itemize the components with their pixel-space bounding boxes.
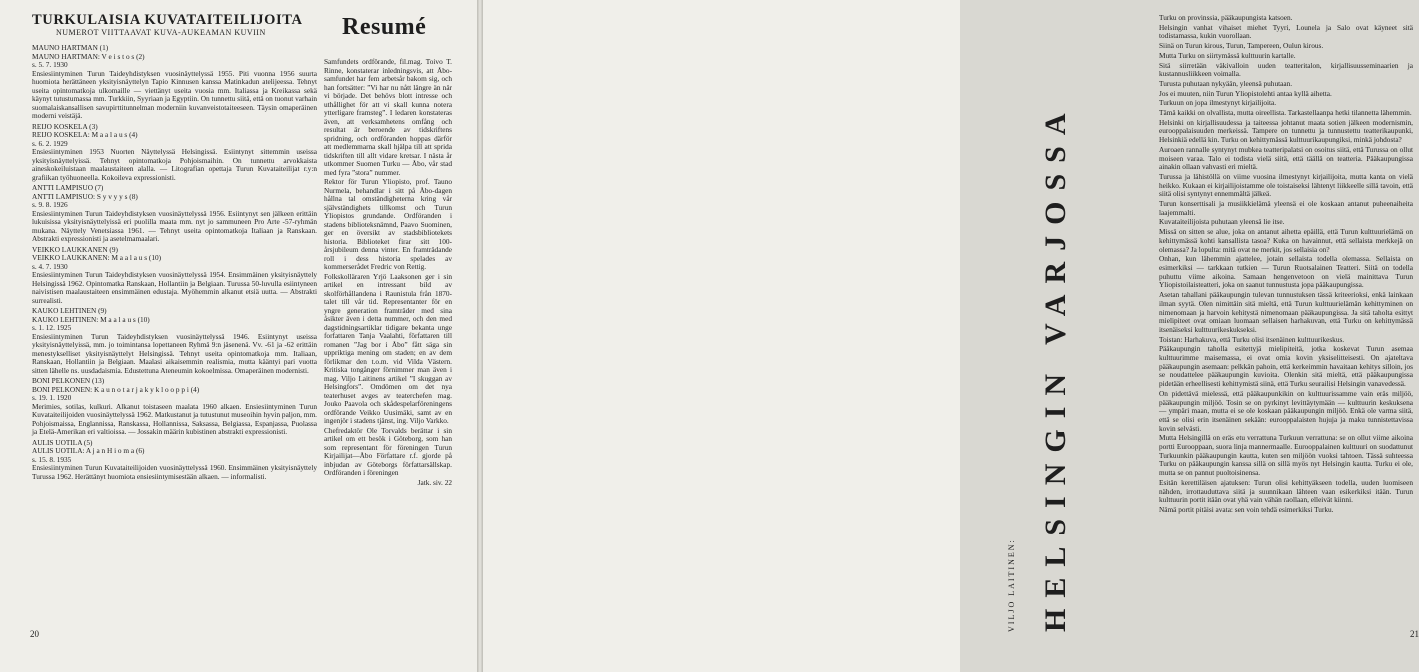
- body-paragraph: Turku on provinssia, pääkaupungista katsoen.: [1159, 13, 1293, 22]
- artist-entry: [32, 377, 317, 437]
- artist-birth: s. 1. 12. 1925: [32, 323, 72, 332]
- artist-birth: s. 6. 2. 1929: [32, 138, 68, 148]
- article-header: [32, 12, 337, 38]
- artist-entry: [32, 184, 317, 244]
- artist-birth: s. 4. 7. 1930: [32, 261, 68, 271]
- body-paragraph: Missä on sitten se alue, joka on antanut aihetta epäillä, että Turun kulttuurielämä on kehittymässä kohti kansallista tasoa? Kuka on havainnut, että sellaista merkkejä on olemassa? Ja lopulta: mitä ovat ne merkit, jos sellaisia on?: [1159, 227, 1413, 254]
- body-paragraph: Turun konserttisali ja musiikkielämä yleensä ei ole koskaan antanut puheenaiheita laajemmalti.: [1159, 199, 1413, 217]
- right-page: [483, 0, 1419, 672]
- artist-entry: [32, 439, 317, 482]
- continued-note: Jatk. siv. 22: [417, 477, 452, 487]
- artist-heading: KAUKO LEHTINEN (9): [32, 306, 107, 315]
- author-label: VILJO LAITINEN:: [1007, 538, 1016, 632]
- resume-column: [324, 58, 452, 488]
- artist-bio: Ensiesiintyminen Turun Taideyhdistyksen vuosinäyttelyssä 1955. Piti vuonna 1956 suurta huomiota herättäneen yksityisnäyttelyn Tapio Kinnusen kanssa Matinkadun atelijeessa. Tehnyt useita opintomatkoja ulkomaille — viettänyt useita vuosia mm. Italiassa ja Kreikassa sekä käynyt tutustumassa mm. Turkkiin, Syyriaan ja Egyptiin. On tunnettu siitä, että on tuonut varhain suomalaiskansallisen savupirttitunnelman moderniin kuvanveistotaiteeseen. Täysin omaperäinen moderni veistäjä.: [32, 68, 317, 120]
- body-paragraph: Asetan tahallani pääkaupungin tulevan tunnustuksen tässä kriteerioksi, enkä lainkaan ilman syytä. Olen nimittäin sitä mieltä, että Turun kulttuurielämän kehittyminen on nimenomaan ja harvoin kehitystä nimenomaan pääkaupungissa. Ja sitä taholta esittyt mielipiteet ovat omiaan luomaan sellaisen harhakuvan, että Turku on kehittymässä itsenäiseksi kulttuurikeskukseksi.: [1159, 290, 1413, 334]
- article-subtitle: NUMEROT VIITTAAVAT KUVA-AUKEAMAN KUVIIN: [56, 28, 266, 37]
- artist-bio: Ensiesiintyminen Turun Taideyhdistyksen vuosinäyttelyssä 1954. Ensimmäinen yksityisnäyttely Helsingissä 1962. Opintomatka Ranskaan, Hollantiin ja Belgiaan. Turussa 50-luvulla esiintyneen naivistisen maalaustaiteen ensimmäinen edustaja. Myöhemmin alkanut etsiä uutta. — Abstrakti surrealisti.: [32, 270, 317, 305]
- artist-bio: Ensiesiintyminen Turun Kuvataiteilijoiden vuosinäyttelyssä 1960. Ensimmäinen yksityisnäyttely Turussa 1962. Herättänyt huomiota ensiesiintymisestään alkaen. — informalisti.: [32, 463, 317, 481]
- left-page: [0, 0, 477, 672]
- resume-paragraph: Samfundets ordförande, fil.mag. Toivo T. Rinne, konstaterar inledningsvis, att Åbo-samfundet har fem arbetsår bakom sig, och han fortsätter: ”Vi har nu nått längre än när vi började. Det behövs blott intresse och uthållighet för att vi skall kunna notera ytterligare framsteg”. I ledaren konstateras även, att verksamhetens omfång och resultat är beroende av tidskriftens spridning, och ordföranden hoppas därför att medlemmarna skall hjälpa till att sprida tidskriften till allt vidare kretsar. I nästa år utkommer Suomen Turku — Åbo, vår stad med fyra ”stora” nummer.: [324, 57, 452, 177]
- artist-work: VEIKKO LAUKKANEN: M a a l a u s (10): [32, 253, 162, 262]
- artist-entry: [32, 44, 317, 121]
- page-number-left: 20: [30, 629, 39, 639]
- article-title: TURKULAISIA KUVATAITEILIJOITA: [32, 12, 303, 28]
- body-paragraph: Tämä kaikki on olvallista, mutta oireellista. Tarkastellaanpa hetki tilannetta lähemmin.: [1159, 108, 1412, 118]
- body-paragraph: Helsinki on kirjallisuudessa ja taiteessa johtanut maata sotien jälkeen modernismin, eurooppalaisuuden merkeissä. Tampere on tunnettu ja tunnustettu teatterikaupunki, Helsinkiä edellä kin. Turku on kehittymässä kulttuurikaupungiksi, minkä johdosta?: [1159, 117, 1413, 145]
- artist-birth: s. 19. 1. 1920: [32, 393, 72, 402]
- body-paragraph: Turusta puhutaan nykyään, yleensä puhutaan.: [1159, 78, 1293, 88]
- body-paragraph: Nämä portit pitäisi avata: sen voin tehdä esimerkiksi Turku.: [1159, 504, 1334, 514]
- body-paragraph: Siinä on Turun kirous, Turun, Tampereen, Oulun kirous.: [1159, 41, 1324, 51]
- body-paragraph: Onhan, kun lähemmin ajattelee, jotain sellaista todella olemassa. Sellaista on esimerkiksi — tarkkaan tutkien — Turun Ruotsalainen Teatteri. Siitä on todella puhuttu viime aikoina. Samaan hengenvetoon on vielä mainittava Turun Yliopistoilaisteatteri, joka on saanut tunnustusta jopa pääkaupungissa.: [1159, 254, 1413, 290]
- artist-birth: s. 9. 8. 1926: [32, 200, 68, 209]
- artist-bio: Ensiesiintyminen Turun Taideyhdistyksen vuosinäyttelyssä 1956. Esiintynyt sen jälkeen erittäin lukuisissa yksityisnäyttelyissä eri puolilla maata mm. nyt jo sammuneen Pro Arte -57-ryhmän mukana. Näyttely Venetsiassa 1961. — Tehnyt useita opintomatkoja Italiaan ja Ranskaan. Abstrakti expressionisti ja asetelmamaalari.: [32, 208, 317, 243]
- body-paragraph: Auroaen rannalle syntynyt mubkea teatteripalatsi on osoitus siitä, että Turussa on ollut moiseen varaa. Talo ei todista vielä siitä, että täällä on teatteria. Pääkaupungissa ainakin ollaan vahvasti eri mieltä.: [1159, 144, 1413, 172]
- artist-entry: [32, 123, 317, 183]
- body-paragraph: Turussa ja lähistöllä on viime vuosina ilmestynyt kirjailijoita, mutta kanta on vielä heikko. Kukaan ei kirjailijoistamme ole toistaiseksi lähtenyt liikkeelle sillä tavoin, että siitä olisi syntynyt ennemmältä jälkeä.: [1159, 171, 1413, 199]
- artist-bio: Ensiesiintyminen Turun Taideyhdistyksen vuosinäyttelyssä 1946. Esiintynyt useissa yksityisnäyttelyissä, mm. jo toimintansa lopettaneen Ryhmä 9:n jäsenenä. Vv. -61 ja -62 erittäin menestykselliset yksityisnäyttelyt Helsingissä. Tehnyt useita opintomatkoja mm. Italiaan, Ranskaan, Hollantiin ja Belgiaan. Maalasi aikaisemmin realismia, mutta kääntyi pari vuotta sitten lähelle ns. uusdadaismia. Edustettuna Ateneumin kokoelmissa. Omaperäinen modernisti.: [32, 331, 317, 375]
- body-paragraph: Helsingin vanhat vihaiset miehet Tyyri, Lounela ja Salo ovat käyneet sitä todistamassa, kukin vuorollaan.: [1159, 22, 1413, 41]
- resume-paragraph: Rektor för Turun Yliopisto, prof. Tauno Nurmela, behandlar i sitt på Åbo-dagen hållna tal omständigheterna kring vår självständighets tillkomst och Turun Yliopistos grundande. Ordföranden i stadens biblioteksnämnd, Paavo Suominen, ger en översikt av stadsbibliotekets historia. Biblioteket firar sitt 100-årsjubileum denna vinter. En framträdande roll i dess historia spelades av kommerserådet Fredric von Rettig.: [324, 177, 452, 271]
- artist-work: KAUKO LEHTINEN: M a a l a u s (10): [32, 314, 150, 324]
- page-number-right: 21: [1410, 629, 1419, 639]
- artist-work: ANTTI LAMPISUO: S y v y y s (8): [32, 191, 138, 201]
- resume-paragraph: Chefredaktör Ole Torvalds berättar i sin artikel om ett besök i Göteborg, som han som representant för föreningen Turun Kirjailijat—Åbo Författare r.f. gjorde på inbjudan av Göteborgs författarsällskap. Ordföranden i föreningen: [324, 425, 452, 477]
- artist-heading: AULIS UOTILA (5): [32, 437, 93, 447]
- artist-entry: [32, 246, 317, 306]
- body-paragraph: Mutta Helsingillä on eräs etu verrattuna Turkuun verrattuna: se on ollut viime aikoina portti Eurooppaan, suora linja mannermaalle. Eurooppalainen kulttuuri on suodattunut Turkuunkin pääkaupungin kautta, kuten sen miljöön vuoksi tahtoen. Tässä suhteessa Turku on pääkaupungin kanssa sillä on sillä myös nyt Helsingin kautta. Turku ei ole, mutta se on pannut puoltoisinensa.: [1159, 433, 1413, 478]
- artist-heading: VEIKKO LAUKKANEN (9): [32, 244, 118, 254]
- artist-entry: [32, 307, 317, 375]
- artist-birth: s. 5. 7. 1930: [32, 60, 68, 69]
- artist-heading: REIJO KOSKELA (3): [32, 121, 98, 131]
- artist-work: MAUNO HARTMAN: V e i s t o s (2): [32, 51, 145, 61]
- artist-heading: ANTTI LAMPISUO (7): [32, 183, 104, 192]
- artist-heading: MAUNO HARTMAN (1): [32, 43, 109, 52]
- resume-paragraph: Folkskolläraren Yrjö Laaksonen ger i sin artikel en intressant bild av skolförhållandena i Raunistula från 1870-talet till vår tid. Representanter för en yngre generation framträder med sina åsikter även i detta nummer, och den med dagstidningsartiklar tidigare bekanta unge forfattaren Tanja Vaalahti, författaren till romanen ”Jag bor i Åbo” fått säga sin uppriktiga mening om staden; en av dem förlikmar den t.o.m. vid Vilda Västern. Kritiska tongånger förnimmer man även i mag. Viljo Laitinens artikel ”I skuggan av Helsingfors”. Omdömen om det nya teaterhuset avges av teaterchefen mag. Jouko Paavola och skådespelarföreningens ordförande Veikko Uusimäki, samt av en ingenjör i stadens tjänst, ing. Viljo Varkko.: [324, 271, 452, 425]
- body-paragraph: Kuvataiteilijoista puhutaan yleensä lie itse.: [1159, 217, 1285, 227]
- body-paragraph: Toistan: Harhakuva, että Turku olisi itsenäinen kulttuurikeskus.: [1159, 334, 1345, 344]
- artist-birth: s. 15. 8. 1935: [32, 454, 72, 464]
- artist-bio: Merimies, sotilas, kulkuri. Alkanut toistaseen maalata 1960 alkaen. Ensiesiintyminen Turun Kuvataiteilijoiden vuosinäyttelyssä 1962. Matkustanut ja tutustunut museoihin hyvin paljon, mm. Pohjoismaissa, Englannissa, Ranskassa, Hollannissa, Saksassa, Belgiassa, Espanjassa, Puolassa ja Etelä-Amerikan eri valtioissa. — Jossakin määrin kubistinen abstrakti expressionisti.: [32, 401, 317, 436]
- artist-work: BONI PELKONEN: K a u n o t a r j a k y k l o o p p i (4): [32, 384, 200, 394]
- body-paragraph: Turkuun on jopa ilmestynyt kirjailijoita.: [1159, 98, 1277, 108]
- artist-heading: BONI PELKONEN (13): [32, 376, 105, 385]
- artist-work: AULIS UOTILA: A j a n H i o m a (6): [32, 446, 145, 455]
- body-paragraph: Jos ei muuten, niin Turun Yliopistolehti antaa kyllä aihetta.: [1159, 88, 1332, 98]
- body-paragraph: Esitän kerettiläisen ajatuksen: Turun olisi kehittyäkseen todella, uuden luomiseen nähden, irrottauduttava siitä ja suunnikaan lähteen vaan esikerkiksi itään. Turun kulttuurin portit itään ovat yhä vain vähän raollaan, elleivät kiinni.: [1159, 477, 1413, 505]
- article-body: [1159, 14, 1413, 516]
- article-vertical-title: HELSINGIN VARJOSSA: [1039, 102, 1072, 632]
- artist-list: [32, 44, 317, 483]
- body-paragraph: Pääkaupungin taholla esitettyjä mielipiteitä, jotka koskevat Turun asemaa kulttuurimme maisemassa, ei ovat omia kovin yksiselitteisesti. On ajateltava pääkaupungin asemaan: pelkkän pahoin, että kerkeimmin havaitaan kehitys silloin, jos se noudattelee pääkaupungin kuvioita. Olenkin sitä mieltä, että pääkaupungissa pidetään erheellisesti kehittymistä siinä, että Turku seurailisi Helsingin vanavedessä.: [1159, 344, 1413, 389]
- resume-title: Resumé: [342, 14, 427, 40]
- body-paragraph: On pidettävä mielessä, että pääkaupunkikin on kulttuurissamme vain eräs miljöö, pääkaupungin miljöö. Tosin se on pyrkinyt levittäytymään — kulttuurin keskuksena — ympäri maan, mutta ei se ole koskaan pääkaupungin miljöö. Enkä ole varma siitä, että se olisi erin itsenäinen sekään: eurooppalaisten hujuja ja maku tunnistettavissa kovin selvästi.: [1159, 388, 1413, 433]
- artist-work: REIJO KOSKELA: M a a l a u s (4): [32, 130, 138, 139]
- body-paragraph: Sitä siirretään väkivalloin uuden teatteritalon, kirjallisuusseminaarien ja kustannusliikkeen voimalla.: [1159, 60, 1413, 79]
- artist-bio: Ensiesiintyminen 1953 Nuorten Näyttelyssä Helsingissä. Esiintynyt sittemmin useissa yksityisnäyttelyissä. Tehnyt opintomatkoja Pohjoismaihin. On tunnettu arvokkaista aineskokeiluistaan maalaustaiteen alalla. — Litografian opettaja Turun Kuvataiteilijat r.y:n grafiikan työhuoneella. Kokoileva expressionisti.: [32, 147, 317, 182]
- body-paragraph: Mutta Turku on siirtymässä kulttuurin kartalle.: [1159, 50, 1296, 60]
